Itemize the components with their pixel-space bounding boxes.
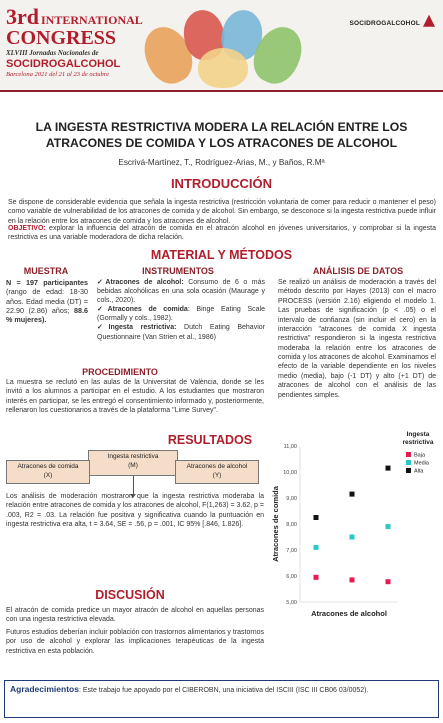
data-point-alta <box>386 466 391 471</box>
hand-shape <box>198 48 248 88</box>
congress-logo: 3rd INTERNATIONAL CONGRESS XLVIII Jornadas Nacionales de SOCIDROGALCOHOL Barcelona 2021 del 21 al 23 de octubre <box>6 4 143 78</box>
analisis-heading: ANÁLISIS DE DATOS <box>312 266 404 276</box>
instrumentos-text <box>97 278 265 342</box>
muestra-heading: MUESTRA <box>23 266 69 276</box>
data-point-baja <box>386 579 391 584</box>
discussion-heading: DISCUSIÓN <box>95 588 165 602</box>
y-tick-label: 8,00 <box>286 522 297 528</box>
legend-swatch-media <box>406 460 411 465</box>
y-tick-label: 5,00 <box>286 600 297 606</box>
legend-swatch-alta <box>406 468 411 473</box>
instrumentos-heading: INSTRUMENTOS <box>142 266 214 276</box>
x-axis-label: Atracones de alcohol <box>311 609 387 616</box>
ack-text: : Este trabajo fue apoyado por el CIBEROBN, una iniciativa del ISCIII (ISC III CB06 03/0052). <box>78 687 369 694</box>
muestra-text <box>6 278 88 325</box>
y-tick-label: 7,00 <box>286 548 297 554</box>
procedimiento-text: La muestra se reclutó en las aulas de la Universitat de València, donde se les invitó a los alumnos a participar en el estudio. A los estudiantes que mostraron interés en participar, se les entregó el consentimiento informado y, posteriormente, rellenaron los cuestionarios a través de la plataforma "Lime Survey". <box>6 379 264 415</box>
legend-label-media: Media <box>414 460 429 467</box>
y-tick-label: 11,00 <box>283 444 297 450</box>
intro-text: Se dispone de considerable evidencia que señala la ingesta restrictiva (restricción voluntaria de comer para reducir o mantener el peso) como variable de vulnerabilidad de los atracones de comida y de alcohol. Sin embargo, se desconoce si la ingesta restrictiva puede influir en la relación entre los atracones de comida y los atracones de alcohol. <box>8 199 436 225</box>
objective-paragraph <box>8 224 436 243</box>
instrument-item: ✓Atracones de alcohol: Consumo de 6 o más bebidas alcohólicas en una sola ocasión (Maurage y cols., 2020). <box>97 279 265 305</box>
data-point-alta <box>314 515 319 520</box>
data-point-media <box>350 535 355 540</box>
y-tick-label: 10,00 <box>283 470 297 476</box>
muestra-women: 88.6 % mujeres). <box>6 306 88 325</box>
authors: Escrivá-Martínez, T., Rodríguez-Arias, M., y Baños, R.Mª <box>118 158 325 167</box>
muestra-details: (rango de edad: 18-30 años. Edad media (DT) = 22.90 (2.86) años; <box>6 287 88 316</box>
predictor-box <box>6 460 90 484</box>
data-point-media <box>386 524 391 529</box>
outcome-box <box>175 460 259 484</box>
data-point-baja <box>350 577 355 582</box>
analisis-text: Se realizó un análisis de moderación a través del método descrito por Hayes (2013) con el macro PROCESS (versión 2.16) eligiendo el modelo 1. Las pruebas de significación (p < .05) o el intervalo de confianza (sin incluir el cero) en la interacción "atracones de comida X ingesta restrictiva" respondieron si la ingesta restrictiva moderaba la relación entre los atracones de comida y los atracones de alcohol. Examinamos el efecto de la variable dependiente en los niveles medio (media), bajo (-1 DT) y alto (+1 DT) de atracones de alcohol con el análisis de las pendientes simples. <box>278 279 436 399</box>
objective-label: OBJETIVO: <box>8 225 46 232</box>
intro-heading: INTRODUCCIÓN <box>170 176 273 191</box>
instrument-item: ✓Atracones de comida: Binge Eating Scale (Gormally y cols., 1982). <box>97 306 265 323</box>
outcome-symbol: (Y) <box>212 471 222 479</box>
predictor-symbol: (X) <box>43 471 53 479</box>
moderator-label: Ingesta restrictiva <box>107 453 159 460</box>
legend-title-line2: restrictiva <box>402 439 434 446</box>
muestra-n: N = 197 participantes <box>6 278 88 287</box>
instrument-item: ✓Ingesta restrictiva: Dutch Eating Behavior Questionnaire (Van Strien et al., 1986) <box>97 324 265 341</box>
discussion-paragraph-1: El atracón de comida predice un mayor atracón de alcohol en aquellas personas con una ingesta restrictiva elevada. <box>6 607 264 624</box>
hands-illustration <box>138 4 308 90</box>
data-point-media <box>314 545 319 550</box>
y-tick-label: 9,00 <box>286 496 297 502</box>
y-tick-label: 6,00 <box>286 574 297 580</box>
data-point-baja <box>314 575 319 580</box>
moderator-box <box>88 450 178 476</box>
legend-title-line1: Ingesta <box>406 431 430 438</box>
poster-title: LA INGESTA RESTRICTIVA MODERA LA RELACIÓN ENTRE LOS ATRACONES DE COMIDA Y LOS ATRACONES DE ALCOHOL <box>35 120 408 150</box>
outcome-label: Atracones de alcohol <box>186 463 248 470</box>
society-name: SOCIDROGALCOHOL <box>349 20 420 27</box>
results-heading: RESULTADOS <box>167 433 253 447</box>
data-point-alta <box>350 492 355 497</box>
acknowledgements-box <box>4 680 439 718</box>
moderator-symbol: (M) <box>128 461 138 469</box>
legend-label-alta: Alta <box>414 468 424 475</box>
methods-heading: MATERIAL Y MÉTODOS <box>150 248 293 262</box>
legend-label-baja: Baja <box>414 452 426 459</box>
society-mark-icon <box>423 15 435 27</box>
discussion-paragraph-2: Futuros estudios deberían incluir población con trastornos alimentarios y trastornos por uso de alcohol y explorar las implicaciones terapéuticas de la ingesta restrictiva en esta población. <box>6 629 264 655</box>
results-text: Los análisis de moderación mostraron que la ingesta restrictiva moderaba la relación entre atracones de comida y los atracones de alcohol, F(1,263) = 3.62, p = .003, R2 = .03. La relación fue positiva y significativa cuando la puntuación en ingesta restrictiva era alta, t = 3.64, SE = .56, p = .001, IC 95% [.846, 1.826]. <box>6 493 264 529</box>
procedimiento-heading: PROCEDIMIENTO <box>82 367 158 377</box>
legend-swatch-baja <box>406 452 411 457</box>
ack-label: Agradecimientos <box>10 684 79 694</box>
objective-text: explorar la influencia del atracón de comida en el atracón alcohol en jóvenes universitarios, y comprobar si la ingesta restrictiva es una variable moderadora de dicha relación. <box>8 225 436 242</box>
poster-header <box>0 0 443 92</box>
y-axis-label: Atracones de comida <box>271 486 280 562</box>
chart-svg <box>268 426 442 616</box>
moderation-chart <box>268 426 442 616</box>
predictor-label: Atracones de comida <box>17 463 79 470</box>
society-logo <box>349 12 435 30</box>
